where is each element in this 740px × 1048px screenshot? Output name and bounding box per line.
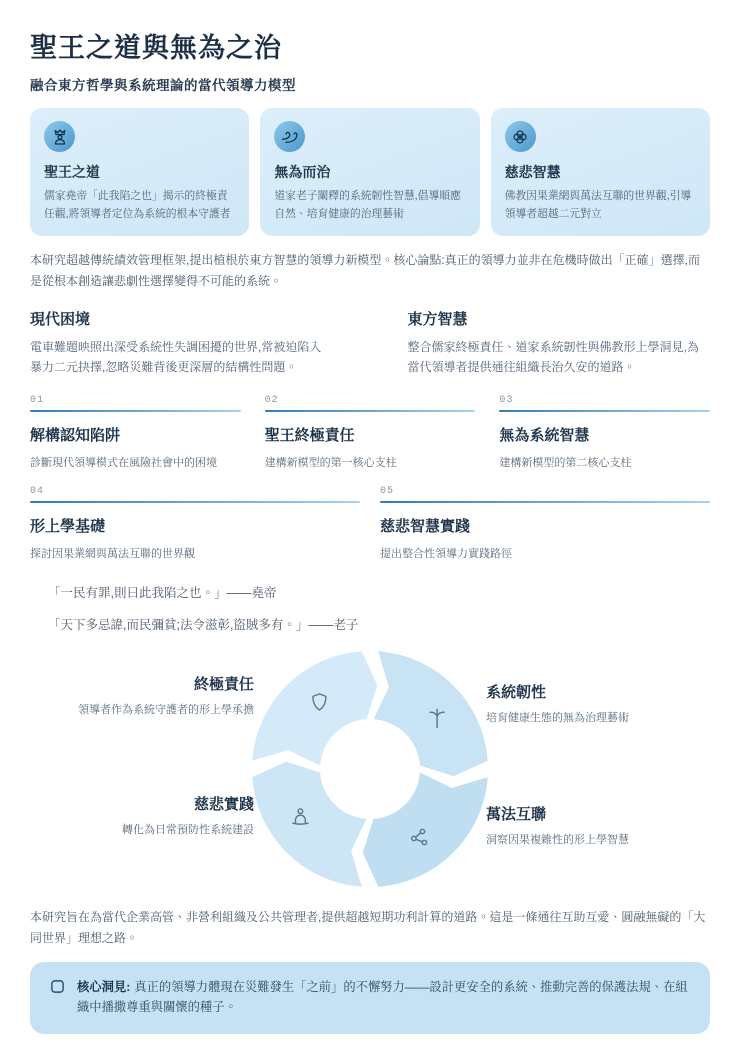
cycle-donut-chart	[248, 647, 492, 891]
cycle-label-interconnection	[486, 803, 681, 849]
cycle-title: 慈悲實踐	[193, 796, 254, 814]
outro-paragraph: 本研究旨在為當代企業高管、非營利組織及公共管理者,提供超越短期功利計算的道路。這是一條通往互助互愛、圓融無礙的「大同世界」理想之路。	[30, 910, 706, 945]
column-text: 電車難題映照出深受系統性失調困擾的世界,常被迫陷入暴力二元抉擇,忽略災難背後更深層的結構性問題。	[30, 339, 322, 375]
key-insight-callout	[30, 962, 710, 1033]
cycle-label-system-resilience	[486, 681, 681, 727]
column-modern-dilemma	[30, 308, 333, 378]
context-columns	[30, 308, 710, 378]
section-item-05	[380, 486, 710, 561]
cycle-diagram	[30, 645, 710, 897]
segment-bottom-left	[252, 762, 366, 887]
concept-cards	[30, 108, 710, 236]
king-icon	[44, 121, 75, 152]
section-number: 03	[499, 395, 514, 407]
section-item-02	[265, 395, 476, 470]
section-number: 02	[264, 395, 279, 407]
section-item-03	[499, 395, 710, 470]
section-title: 解構認知陷阱	[30, 427, 121, 445]
section-text: 建構新模型的第二核心支柱	[499, 457, 632, 470]
section-item-04	[30, 486, 360, 561]
column-eastern-wisdom	[408, 308, 711, 378]
sections-row-1	[30, 395, 710, 470]
section-number: 01	[30, 395, 45, 407]
quotes	[48, 583, 710, 635]
section-text: 提出整合性領導力實踐路徑	[380, 548, 512, 561]
callout-label: 核心洞見:	[77, 980, 131, 995]
segment-top-left	[252, 652, 377, 766]
segment-top-right	[374, 652, 488, 777]
page-subtitle: 融合東方哲學與系統理論的當代領導力模型	[30, 78, 296, 93]
card-text: 佛教因果業網與萬法互聯的世界觀,引導領導者超越二元對立	[504, 190, 692, 220]
section-number: 04	[30, 486, 45, 498]
wind-icon	[274, 121, 305, 152]
lotus-icon	[505, 121, 536, 152]
section-text: 探討因果業網與萬法互聯的世界觀	[30, 548, 195, 561]
cycle-title: 萬法互聯	[486, 806, 547, 824]
section-text: 診斷現代領導模式在風險社會中的困境	[30, 457, 217, 470]
callout-text: 真正的領導力體現在災難發生「之前」的不懈努力——設計更安全的系統、推動完善的保護法規、在組織中播撒尊重與關懷的種子。	[77, 980, 688, 1014]
section-text: 建構新模型的第一核心支柱	[264, 457, 397, 470]
cycle-text: 培育健康生態的無為治理藝術	[486, 712, 629, 725]
card-title: 無為而治	[274, 164, 331, 180]
quote-laozi: 「天下多忌諱,而民彌貧;法令滋彰,盜賊多有。」——老子	[48, 618, 359, 633]
column-title: 東方智慧	[407, 310, 468, 328]
card-compassion	[491, 108, 710, 236]
intro-paragraph: 本研究超越傳統績效管理框架,提出植根於東方智慧的領導力新模型。核心論點:真正的領導力並非在危機時做出「正確」選擇,而是從根本創造讓悲劇性選擇變得不可能的系統。	[30, 252, 701, 288]
card-title: 聖王之道	[44, 164, 100, 180]
section-item-01	[30, 395, 241, 470]
quote-yao: 「一民有罪,則曰此我陷之也。」——堯帝	[48, 586, 277, 601]
section-rule	[265, 410, 476, 412]
column-title: 現代困境	[30, 310, 91, 328]
section-rule	[30, 501, 360, 503]
section-rule	[30, 410, 241, 412]
cycle-title: 系統韌性	[486, 684, 547, 702]
cycle-text: 洞察因果複雜性的形上學智慧	[486, 834, 629, 847]
section-title: 形上學基礎	[30, 518, 106, 536]
cycle-text: 領導者作為系統守護者的形上學承擔	[78, 704, 254, 717]
section-rule	[499, 410, 710, 412]
card-text: 儒家堯帝「此我陷之也」揭示的終極責任觀,將領導者定位為系統的根本守護者	[44, 190, 231, 220]
cycle-label-compassion-practice	[59, 793, 254, 839]
section-title: 慈悲智慧實踐	[380, 518, 471, 536]
insight-icon	[50, 979, 65, 999]
page-title: 聖王之道與無為之治	[30, 33, 282, 63]
callout-body	[77, 978, 690, 1017]
cycle-text: 轉化為日常預防性系統建設	[122, 824, 254, 837]
cycle-label-ultimate-responsibility	[59, 673, 254, 719]
card-title: 慈悲智慧	[504, 164, 561, 180]
column-text: 整合儒家終極責任、道家系統韌性與佛教形上學洞見,為當代領導者提供通往組織長治久安的道路。	[407, 339, 699, 375]
card-sage-king	[30, 108, 249, 236]
card-wuwei	[260, 108, 479, 236]
cycle-title: 終極責任	[193, 676, 254, 694]
segment-bottom-right	[363, 773, 488, 887]
card-text: 道家老子闡釋的系統韌性智慧,倡導順應自然、培育健康的治理藝術	[274, 190, 461, 220]
section-rule	[380, 501, 710, 503]
section-title: 聖王終極責任	[264, 427, 355, 445]
section-number: 05	[380, 486, 395, 498]
sections-row-2	[30, 486, 710, 561]
section-title: 無為系統智慧	[499, 427, 590, 445]
